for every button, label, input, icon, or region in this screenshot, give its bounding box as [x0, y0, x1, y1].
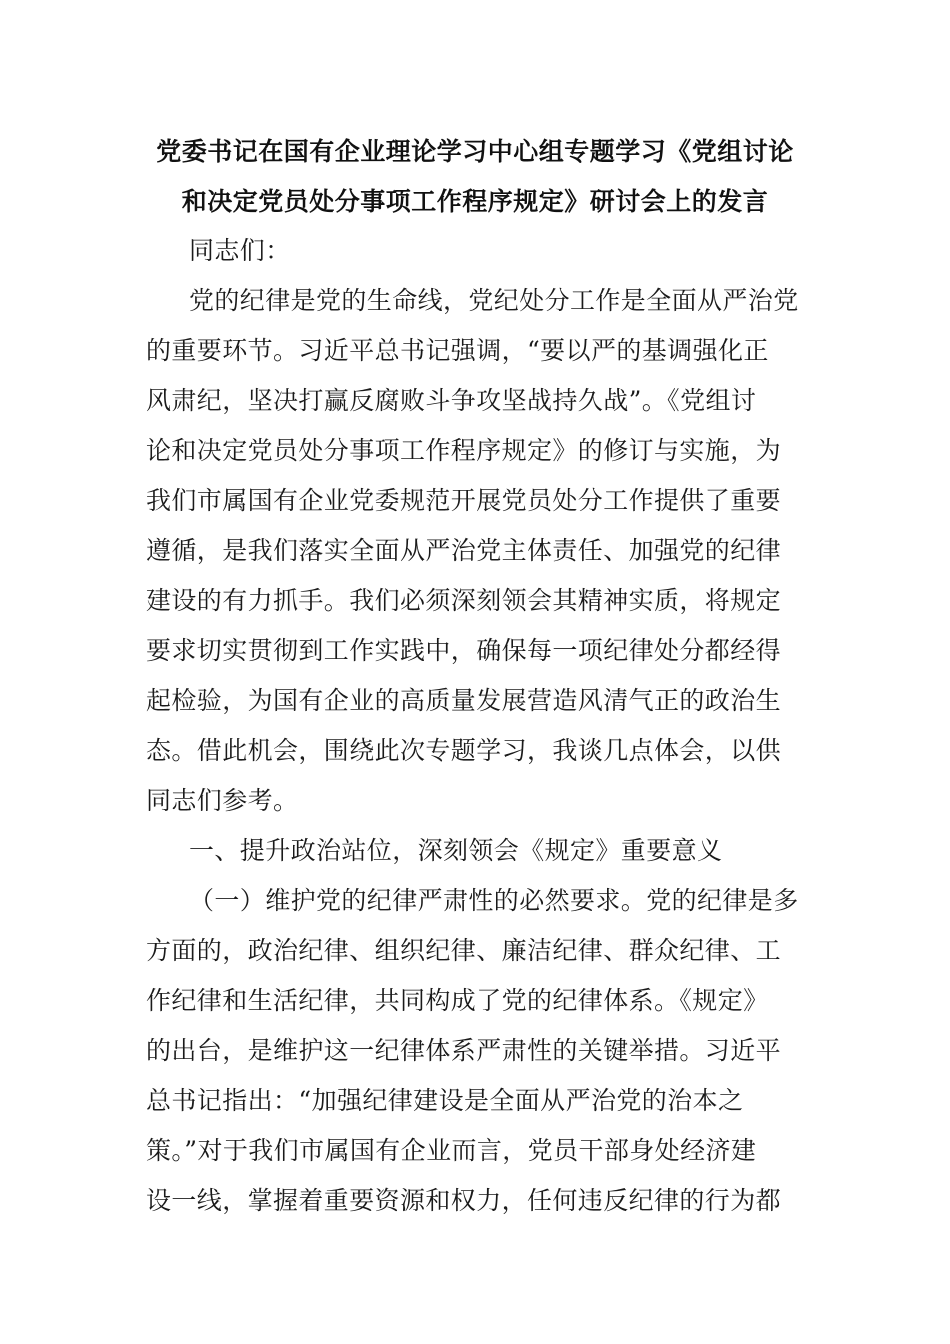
paragraph-line: （一）维护党的纪律严肃性的必然要求。党的纪律是多	[189, 886, 799, 915]
paragraph-line: 建设的有力抓手。我们必须深刻领会其精神实质，将规定	[146, 586, 782, 615]
paragraph-line: 起检验，为国有企业的高质量发展营造风清气正的政治生	[146, 686, 782, 715]
document-title-line-1: 党委书记在国有企业理论学习中心组专题学习《党组讨论	[156, 137, 794, 166]
paragraph-line: 我们市属国有企业党委规范开展党员处分工作提供了重要	[146, 486, 782, 515]
paragraph-line: 作纪律和生活纪律，共同构成了党的纪律体系。《规定》	[146, 986, 769, 1015]
paragraph-line: 遵循，是我们落实全面从严治党主体责任、加强党的纪律	[146, 536, 782, 565]
paragraph-line: 设一线，掌握着重要资源和权力，任何违反纪律的行为都	[146, 1186, 782, 1215]
salutation: 同志们：	[189, 236, 291, 265]
section-heading: 一、提升政治站位，深刻领会《规定》重要意义	[189, 836, 723, 865]
paragraph-line: 党的纪律是党的生命线，党纪处分工作是全面从严治党	[189, 286, 799, 315]
paragraph-line: 论和决定党员处分事项工作程序规定》的修订与实施，为	[146, 436, 782, 465]
paragraph-line: 的出台，是维护这一纪律体系严肃性的关键举措。习近平	[146, 1036, 782, 1065]
document-title-line-2: 和决定党员处分事项工作程序规定》研讨会上的发言	[181, 187, 769, 216]
paragraph-line: 同志们参考。	[146, 786, 299, 815]
paragraph-line: 风肃纪，坚决打赢反腐败斗争攻坚战持久战”。《党组讨	[146, 386, 757, 415]
paragraph-line: 方面的，政治纪律、组织纪律、廉洁纪律、群众纪律、工	[146, 936, 782, 965]
paragraph-line: 要求切实贯彻到工作实践中，确保每一项纪律处分都经得	[146, 636, 782, 665]
paragraph-line: 的重要环节。习近平总书记强调，“要以严的基调强化正	[146, 336, 769, 365]
paragraph-line: 总书记指出：“加强纪律建设是全面从严治党的治本之	[146, 1086, 744, 1115]
paragraph-line: 策。”对于我们市属国有企业而言，党员干部身处经济建	[146, 1136, 757, 1165]
paragraph-line: 态。借此机会，围绕此次专题学习，我谈几点体会，以供	[146, 736, 782, 765]
